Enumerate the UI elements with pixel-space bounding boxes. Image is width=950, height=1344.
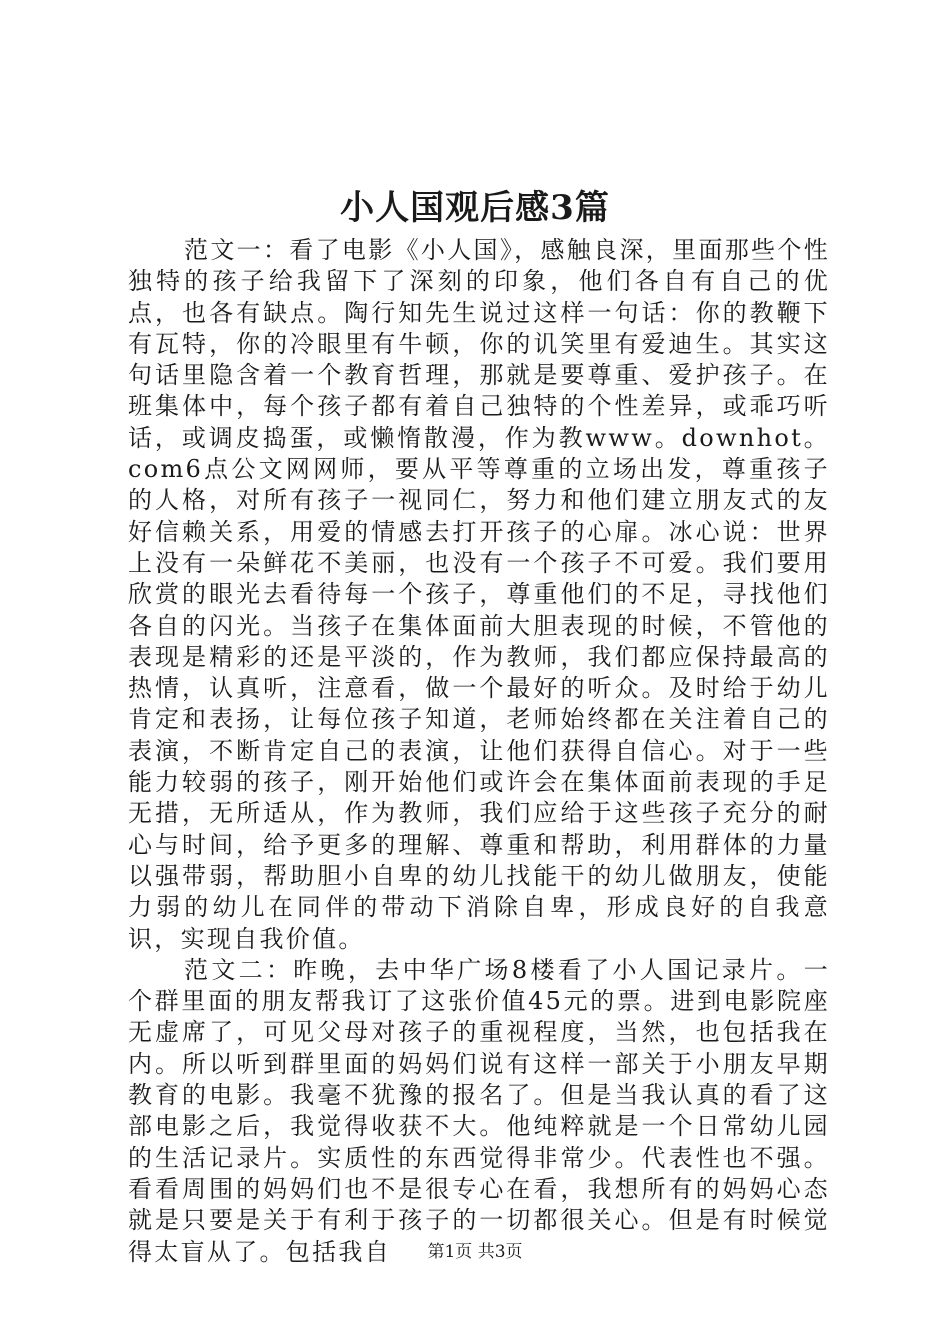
- page-number-footer: 第1页 共3页: [427, 1242, 523, 1262]
- document-title: 小人国观后感3篇: [340, 188, 610, 228]
- paragraph-1: 范文一：看了电影《小人国》，感触良深，里面那些个性独特的孩子给我留下了深刻的印象，他们各自有自己的优点，也各有缺点。陶行知先生说过这样一句话：你的教鞭下有瓦特，你的冷眼里有牛顿，你的讥笑里有爱迪生。其实这句话里隐含着一个教育哲理，那就是要尊重、爱护孩子。在班集体中，每个孩子都有着自己独特的个性差异，或乖巧听话，或调皮捣蛋，或懒惰散漫，作为教www。downhot。com6点公文网网师，要从平等尊重的立场出发，尊重孩子的人格，对所有孩子一视同仁，努力和他们建立朋友式的友好信赖关系，用爱的情感去打开孩子的心扉。冰心说：世界上没有一朵鲜花不美丽，也没有一个孩子不可爱。我们要用欣赏的眼光去看待每一个孩子，尊重他们的不足，寻找他们各自的闪光。当孩子在集体面前大胆表现的时候，不管他的表现是精彩的还是平淡的，作为教师，我们都应保持最高的热情，认真听，注意看，做一个最好的听众。及时给于幼儿肯定和表扬，让每位孩子知道，老师始终都在关注着自己的表演，不断肯定自己的表演，让他们获得自信心。对于一些能力较弱的孩子，刚开始他们或许会在集体面前表现的手足无措，无所适从，作为教师，我们应给于这些孩子充分的耐心与时间，给予更多的理解、尊重和帮助，利用群体的力量以强带弱，帮助胆小自卑的幼儿找能干的幼儿做朋友，使能力弱的幼儿在同伴的带动下消除自卑，形成良好的自我意识，实现自我价值。: [128, 236, 830, 953]
- document-body: [128, 235, 830, 1268]
- paragraph-2: 范文二：昨晚，去中华广场8楼看了小人国记录片。一个群里面的朋友帮我订了这张价值45元的票。进到电影院座无虚席了，可见父母对孩子的重视程度，当然，也包括我在内。所以听到群里面的妈妈们说有这样一部关于小朋友早期教育的电影。我毫不犹豫的报名了。但是当我认真的看了这部电影之后，我觉得收获不大。他纯粹就是一个日常幼儿园的生活记录片。实质性的东西觉得非常少。代表性也不强。看看周围的妈妈们也不是很专心在看，我想所有的妈妈心态就是只要是关于有利于孩子的一切都很关心。但是有时候觉得太盲从了。包括我自: [128, 955, 830, 1266]
